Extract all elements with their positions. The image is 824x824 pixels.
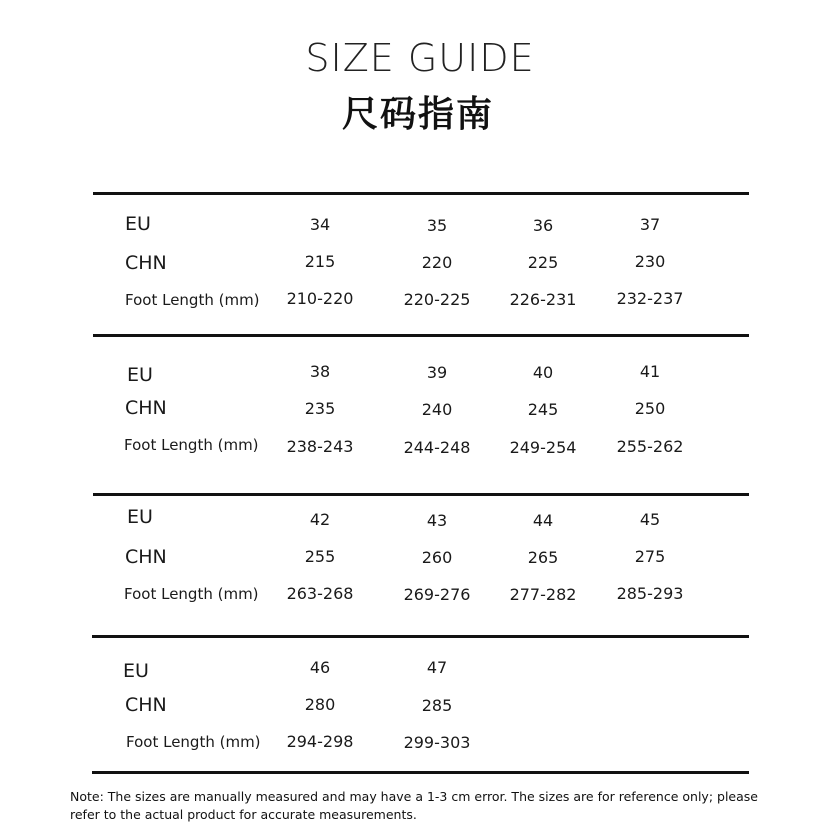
size-cell: 40 bbox=[532, 363, 554, 382]
size-cell: 34 bbox=[309, 215, 331, 234]
size-cell: 230 bbox=[634, 252, 666, 271]
size-cell: 265 bbox=[527, 548, 559, 567]
size-cell: 249-254 bbox=[509, 438, 577, 457]
size-cell: 46 bbox=[309, 658, 331, 677]
size-cell: 285 bbox=[421, 696, 453, 715]
size-cell: 255 bbox=[304, 547, 336, 566]
size-cell: 277-282 bbox=[509, 585, 577, 604]
chn-row-label: CHN bbox=[125, 397, 167, 419]
chn-row-label: CHN bbox=[125, 252, 167, 274]
table-divider-top bbox=[93, 192, 749, 195]
size-cell: 294-298 bbox=[286, 732, 354, 751]
table-divider-3 bbox=[92, 635, 749, 638]
size-cell: 299-303 bbox=[403, 733, 471, 752]
size-cell: 42 bbox=[309, 510, 331, 529]
size-cell: 225 bbox=[527, 253, 559, 272]
size-cell: 210-220 bbox=[286, 289, 354, 308]
size-cell: 255-262 bbox=[616, 437, 684, 456]
size-cell: 285-293 bbox=[616, 584, 684, 603]
foot-length-row-label: Foot Length (mm) bbox=[125, 291, 260, 309]
size-cell: 275 bbox=[634, 547, 666, 566]
table-divider-1 bbox=[93, 334, 749, 337]
foot-length-row-label: Foot Length (mm) bbox=[124, 585, 259, 603]
size-cell: 38 bbox=[309, 362, 331, 381]
size-cell: 35 bbox=[426, 216, 448, 235]
measurement-note: Note: The sizes are manually measured and may have a 1-3 cm error. The sizes are for reference only; please refer to the actual product for accurate measurements. bbox=[70, 789, 758, 822]
page-title: SIZE GUIDE bbox=[305, 36, 535, 80]
size-cell: 215 bbox=[304, 252, 336, 271]
size-cell: 238-243 bbox=[286, 437, 354, 456]
size-cell: 43 bbox=[426, 511, 448, 530]
size-cell: 250 bbox=[634, 399, 666, 418]
foot-length-row-label: Foot Length (mm) bbox=[126, 733, 261, 751]
size-cell: 232-237 bbox=[616, 289, 684, 308]
size-cell: 226-231 bbox=[509, 290, 577, 309]
size-cell: 280 bbox=[304, 695, 336, 714]
size-cell: 260 bbox=[421, 548, 453, 567]
size-cell: 47 bbox=[426, 658, 448, 677]
table-divider-bottom bbox=[92, 771, 749, 774]
size-cell: 244-248 bbox=[403, 438, 471, 457]
size-cell: 39 bbox=[426, 363, 448, 382]
size-cell: 240 bbox=[421, 400, 453, 419]
eu-row-label: EU bbox=[127, 364, 153, 386]
page-subtitle-chinese: 尺码指南 bbox=[341, 94, 494, 135]
foot-length-row-label: Foot Length (mm) bbox=[124, 436, 259, 454]
size-cell: 245 bbox=[527, 400, 559, 419]
size-cell: 220-225 bbox=[403, 290, 471, 309]
eu-row-label: EU bbox=[123, 660, 149, 682]
size-cell: 269-276 bbox=[403, 585, 471, 604]
size-cell: 44 bbox=[532, 511, 554, 530]
size-cell: 41 bbox=[639, 362, 661, 381]
size-cell: 36 bbox=[532, 216, 554, 235]
table-divider-2 bbox=[93, 493, 749, 496]
size-cell: 37 bbox=[639, 215, 661, 234]
eu-row-label: EU bbox=[125, 213, 151, 235]
size-cell: 263-268 bbox=[286, 584, 354, 603]
size-cell: 45 bbox=[639, 510, 661, 529]
chn-row-label: CHN bbox=[125, 694, 167, 716]
size-cell: 235 bbox=[304, 399, 336, 418]
eu-row-label: EU bbox=[127, 506, 153, 528]
size-cell: 220 bbox=[421, 253, 453, 272]
chn-row-label: CHN bbox=[125, 546, 167, 568]
